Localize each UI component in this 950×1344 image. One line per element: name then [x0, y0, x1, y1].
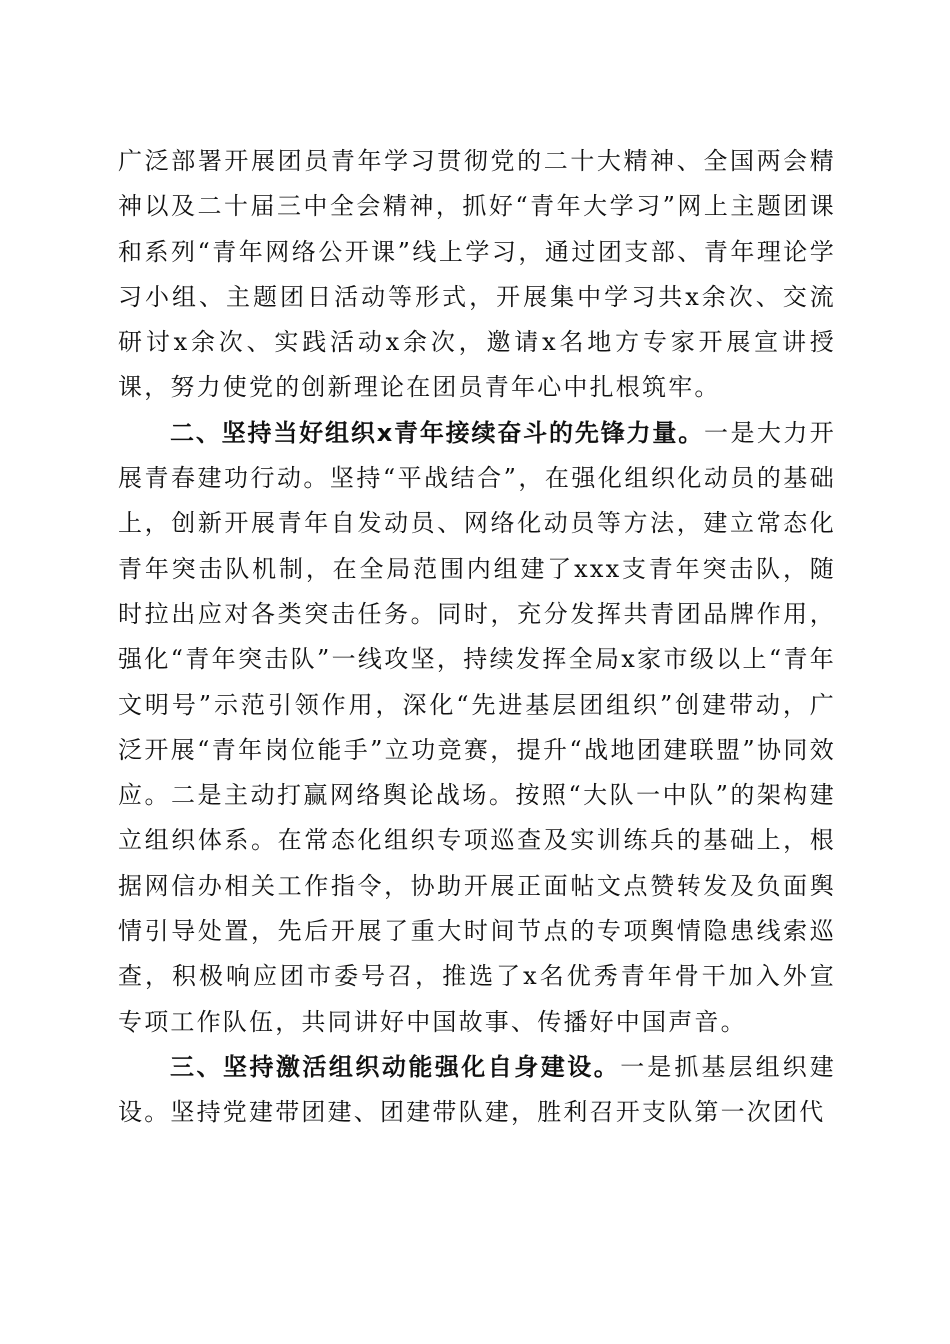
document-body — [118, 139, 836, 1136]
paragraph-2 — [118, 411, 836, 1045]
paragraph-3 — [118, 1045, 836, 1136]
section-heading-2: 二、坚持当好组织x青年接续奋斗的先锋力量。 — [170, 418, 705, 447]
paragraph-1 — [118, 139, 836, 411]
paragraph-1-text: 广泛部署开展团员青年学习贯彻党的二十大精神、全国两会精神以及二十届三中全会精神，抓好“青年大学习”网上主题团课和系列“青年网络公开课”线上学习，通过团支部、青年理论学习小组、主题团日活动等形式，开展集中学习共x余次、交流研讨x余次、实践活动x余次，邀请x名地方专家开展宣讲授课，努力使党的创新理论在团员青年心中扎根筑牢。 — [118, 147, 836, 402]
paragraph-3-text: 一是抓基层组织建设。坚持党建带团建、团建带队建，胜利召开支队第一次团代 — [118, 1052, 836, 1127]
section-heading-3: 三、坚持激活组织动能强化自身建设。 — [170, 1052, 621, 1081]
paragraph-2-text: 一是大力开展青春建功行动。坚持“平战结合”，在强化组织化动员的基础上，创新开展青年自发动员、网络化动员等方法，建立常态化青年突击队机制，在全局范围内组建了xxx支青年突击队，随时拉出应对各类突击任务。同时，充分发挥共青团品牌作用，强化“青年突击队”一线攻坚，持续发挥全局x家市级以上“青年文明号”示范引领作用，深化“先进基层团组织”创建带动，广泛开展“青年岗位能手”立功竞赛，提升“战地团建联盟”协同效应。二是主动打赢网络舆论战场。按照“大队一中队”的架构建立组织体系。在常态化组织专项巡查及实训练兵的基础上，根据网信办相关工作指令，协助开展正面帖文点赞转发及负面舆情引导处置，先后开展了重大时间节点的专项舆情隐患线索巡查，积极响应团市委号召，推选了x名优秀青年骨干加入外宣专项工作队伍，共同讲好中国故事、传播好中国声音。 — [118, 418, 836, 1036]
